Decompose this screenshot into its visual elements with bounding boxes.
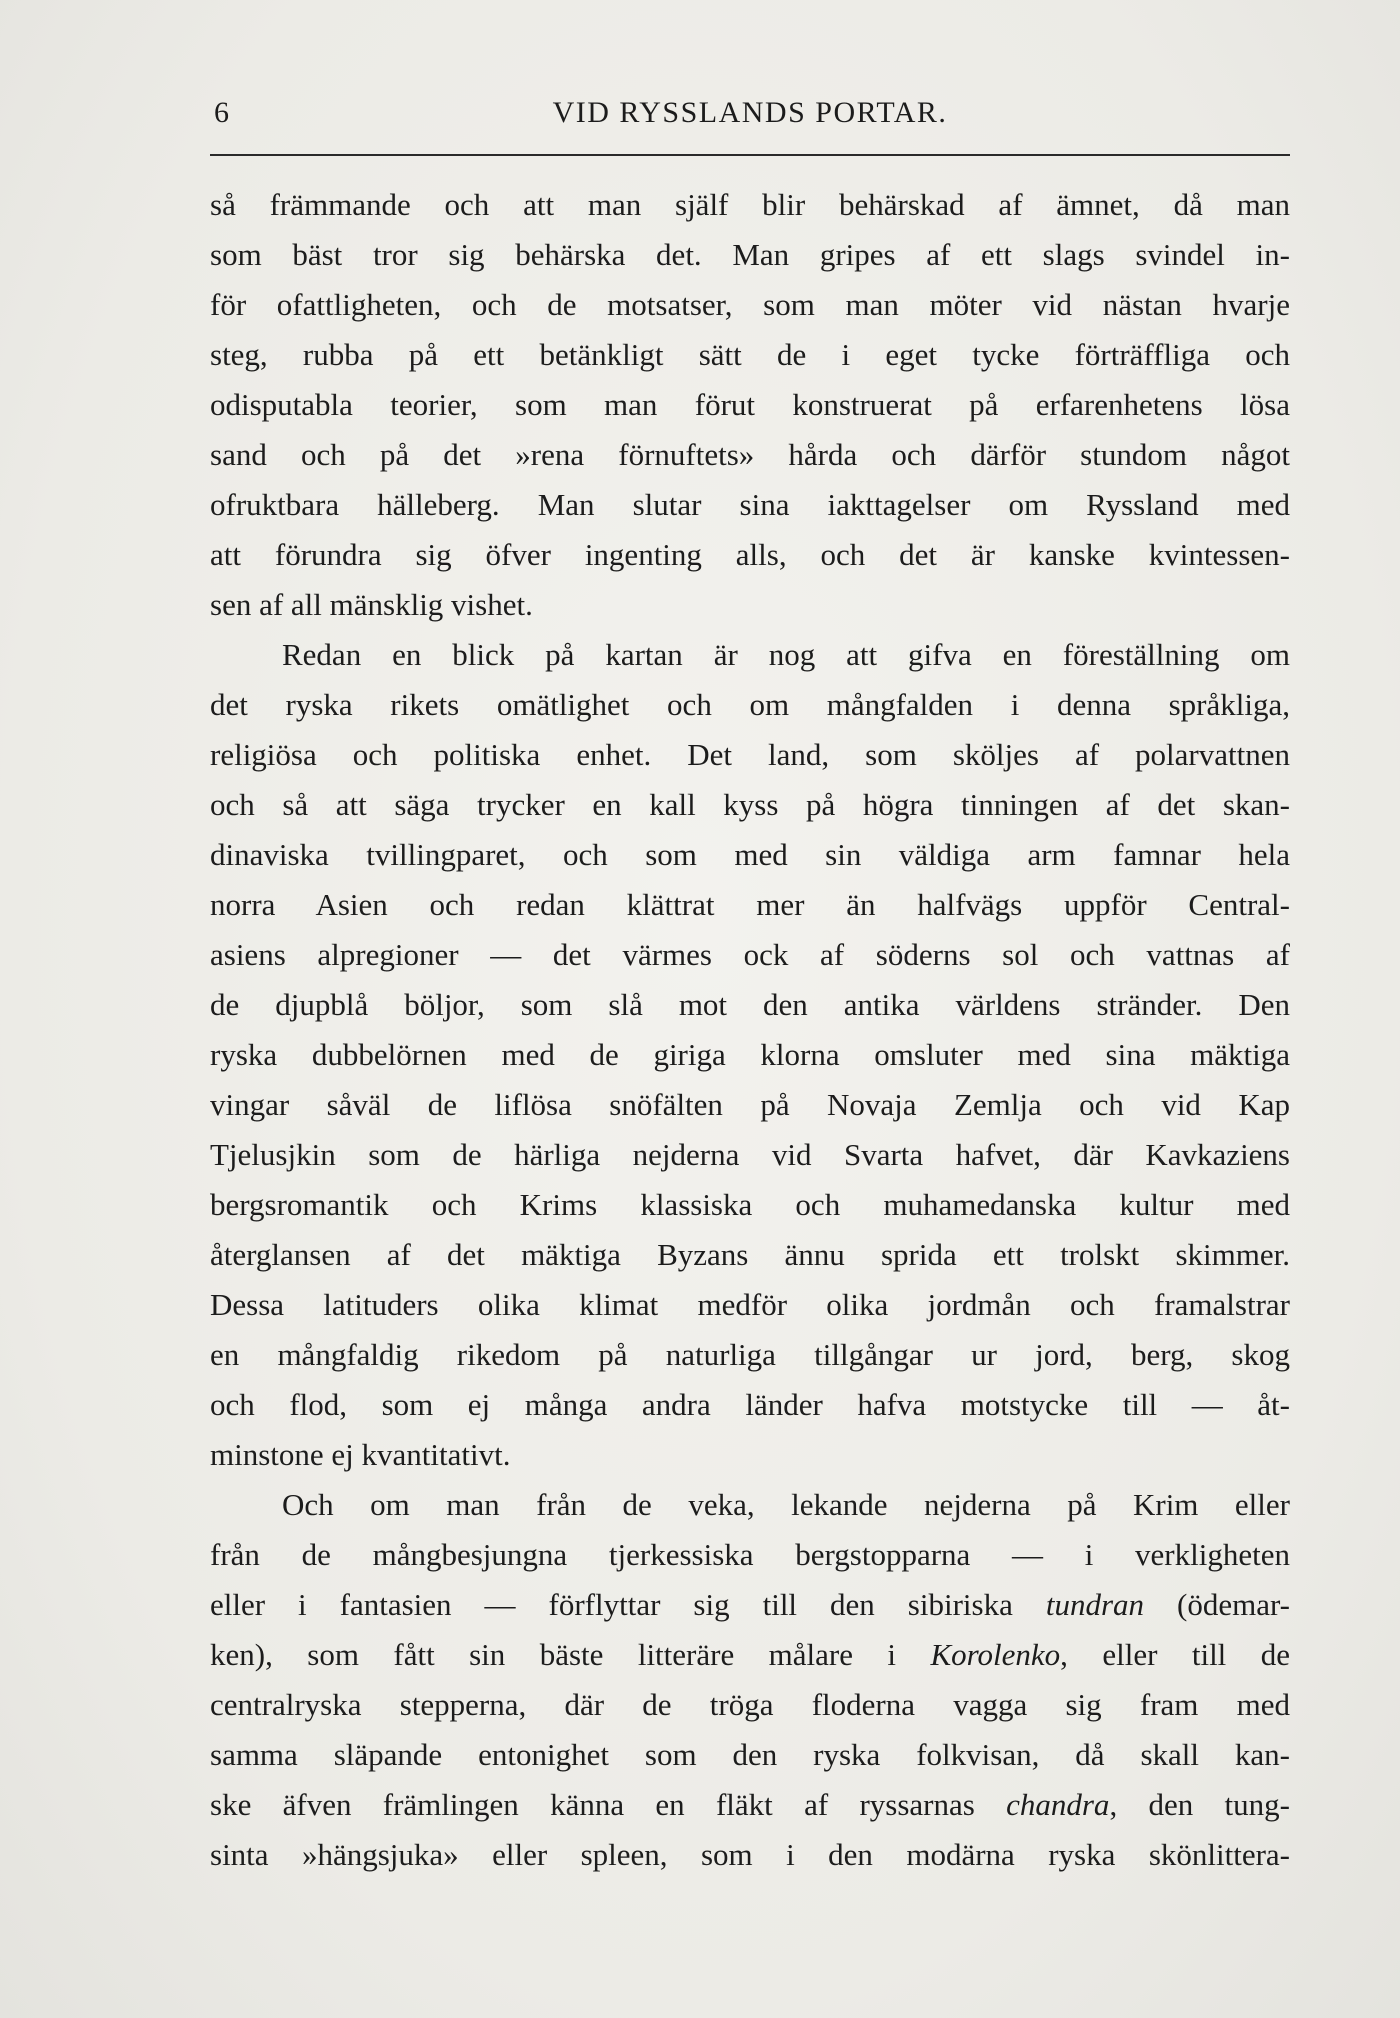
paragraph-end-line: minstone ej kvantitativt. [210,1437,511,1472]
paragraph-start-line: Redan en blick på kartan är nog att gifva en föreställning om [282,637,1290,672]
text-line: ske äfven främlingen känna en fläkt af ryssarnas chandra, den tung- [210,1787,1290,1822]
text-line: sinta »hängsjuka» eller spleen, som i den modärna ryska skönlittera- [210,1837,1290,1872]
text-line: bergsromantik och Krims klassiska och muhamedanska kultur med [210,1187,1290,1222]
paragraph-start-line: Och om man från de veka, lekande nejderna på Krim eller [282,1487,1290,1522]
running-title: VID RYSSLANDS PORTAR. [552,96,948,129]
text-line: som bäst tror sig behärska det. Man gripes af ett slags svindel in- [210,237,1290,272]
text-line: samma släpande entonighet som den ryska folkvisan, då skall kan- [210,1737,1290,1772]
text-line: för ofattligheten, och de motsatser, som man möter vid nästan hvarje [210,287,1290,322]
text-line: centralryska stepperna, där de tröga floderna vagga sig fram med [210,1687,1290,1722]
paragraph-end-line: sen af all mänsklig vishet. [210,587,533,622]
text-line: sand och på det »rena förnuftets» hårda och därför stundom något [210,437,1290,472]
text-line: att förundra sig öfver ingenting alls, och det är kanske kvintessen- [210,537,1290,572]
text-line: dinaviska tvillingparet, och som med sin väldiga arm famnar hela [210,837,1290,872]
text-line: ryska dubbelörnen med de giriga klorna omsluter med sina mäktiga [210,1037,1290,1072]
text-line: och flod, som ej många andra länder hafva motstycke till — åt- [210,1387,1290,1422]
text-line: från de mångbesjungna tjerkessiska bergstopparna — i verkligheten [210,1537,1290,1572]
body-text [210,180,1290,1880]
text-line: asiens alpregioner — det värmes ock af söderns sol och vattnas af [210,937,1290,972]
text-line: steg, rubba på ett betänkligt sätt de i eget tycke förträffliga och [210,337,1290,372]
text-line: Tjelusjkin som de härliga nejderna vid Svarta hafvet, där Kavkaziens [210,1137,1290,1172]
text-line: det ryska rikets omätlighet och om mångfalden i denna språkliga, [210,687,1290,722]
text-line: ken), som fått sin bäste litteräre målare i Korolenko, eller till de [210,1637,1290,1672]
text-line: ofruktbara hälleberg. Man slutar sina iakttagelser om Ryssland med [210,487,1290,522]
text-line: vingar såväl de liflösa snöfälten på Novaja Zemlja och vid Kap [210,1087,1290,1122]
text-line: odisputabla teorier, som man förut konstruerat på erfarenhetens lösa [210,387,1290,422]
header-rule [210,154,1290,156]
text-line: norra Asien och redan klättrat mer än halfvägs uppför Central- [210,887,1290,922]
text-line: så främmande och att man själf blir behärskad af ämnet, då man [210,187,1290,222]
text-line: Dessa latituders olika klimat medför olika jordmån och framalstrar [210,1287,1290,1322]
page-header [210,96,1290,138]
text-line: återglansen af det mäktiga Byzans ännu sprida ett trolskt skimmer. [210,1237,1290,1272]
text-line: religiösa och politiska enhet. Det land, som sköljes af polarvattnen [210,737,1290,772]
page-number: 6 [214,96,229,129]
text-line: en mångfaldig rikedom på naturliga tillgångar ur jord, berg, skog [210,1337,1290,1372]
text-line: eller i fantasien — förflyttar sig till den sibiriska tundran (ödemar- [210,1587,1290,1622]
text-line: och så att säga trycker en kall kyss på högra tinningen af det skan- [210,787,1290,822]
text-line: de djupblå böljor, som slå mot den antika världens stränder. Den [210,987,1290,1022]
